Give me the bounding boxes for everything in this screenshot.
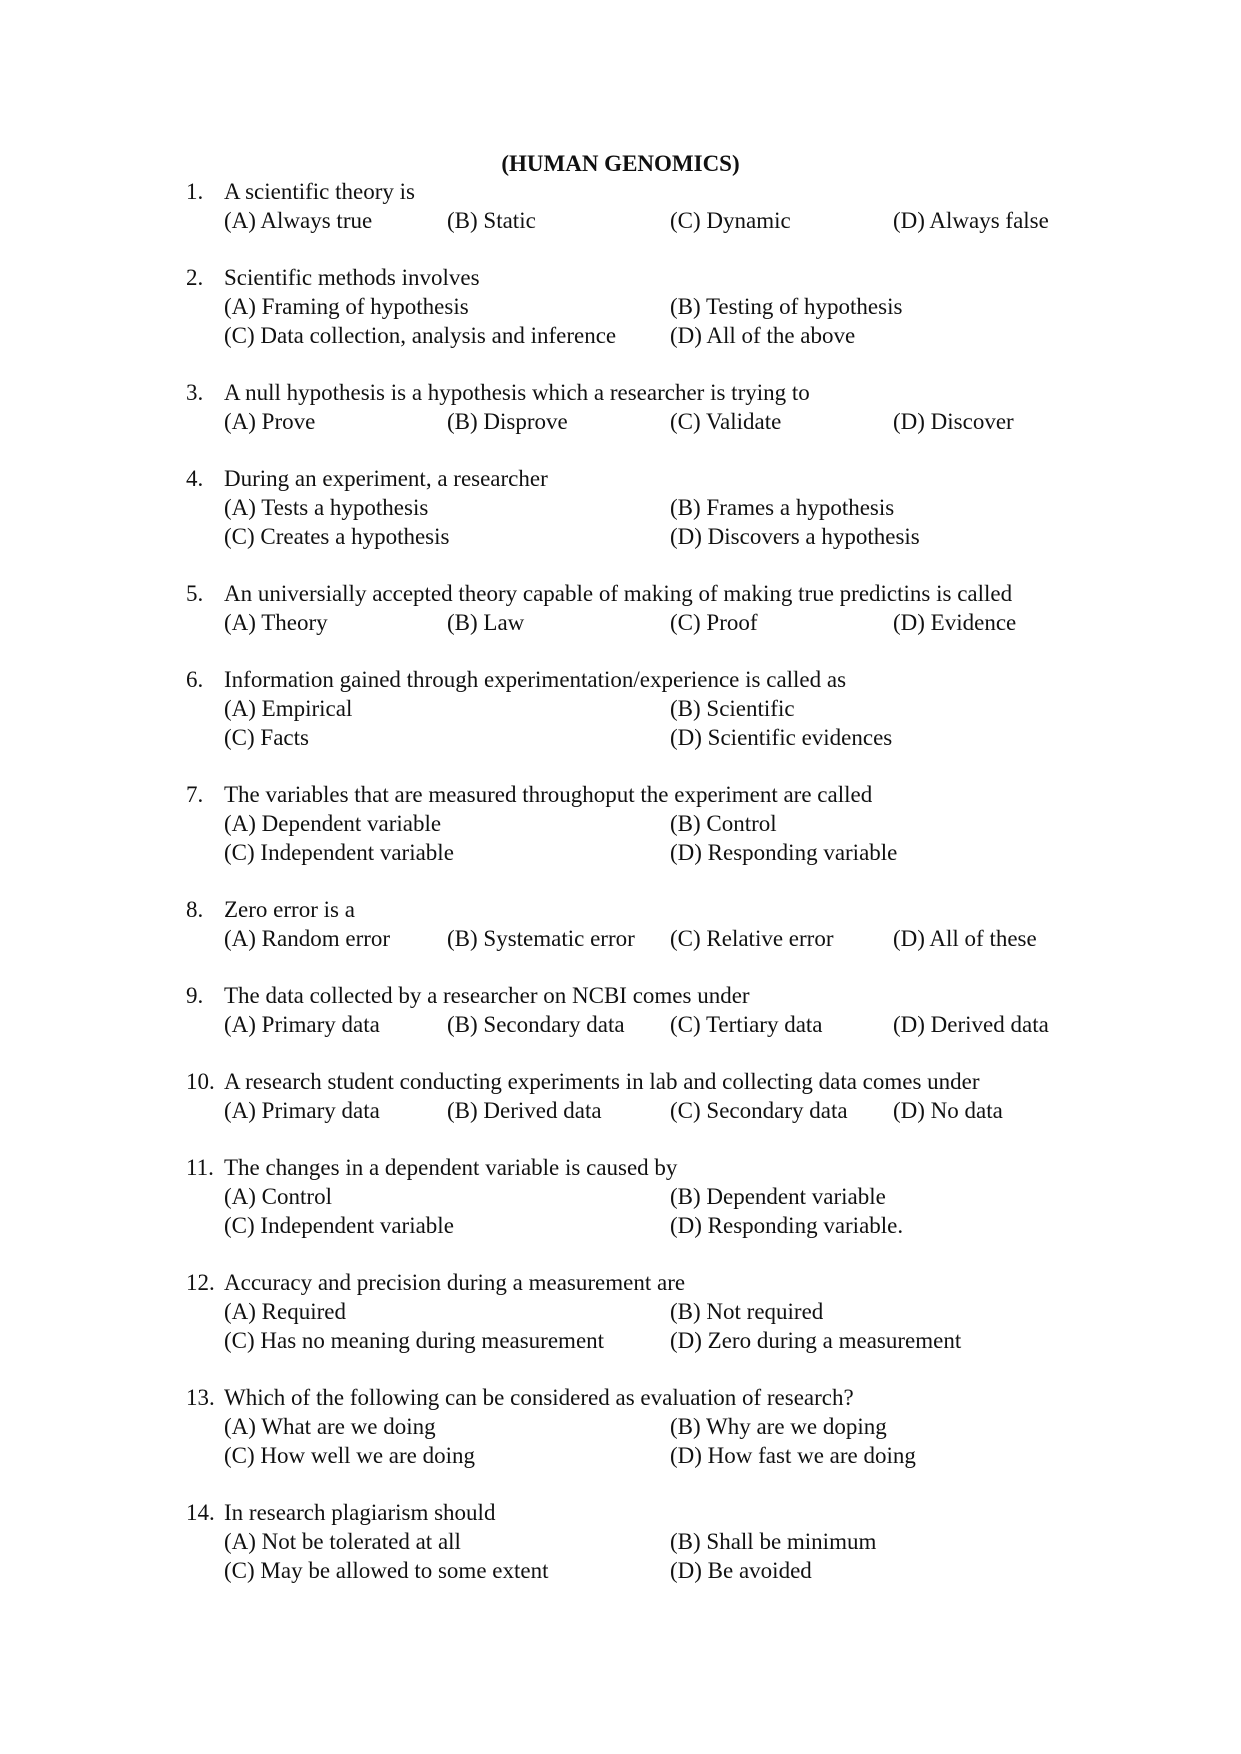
option-b: (B) Systematic error	[447, 926, 635, 951]
question-number: 12.	[186, 1270, 215, 1295]
option-c: (C) Tertiary data	[670, 1012, 823, 1037]
question-text: The variables that are measured throughoput the experiment are called	[224, 782, 873, 807]
option-c: (C) How well we are doing	[224, 1443, 476, 1468]
option-d: (D) Scientific evidences	[670, 725, 893, 750]
option-c: (C) Facts	[224, 725, 309, 750]
options-row	[0, 1096, 1241, 1125]
option-a: (A) Random error	[224, 926, 391, 951]
question-text: Accuracy and precision during a measurement are	[224, 1270, 686, 1295]
options-row	[0, 608, 1241, 637]
options-row	[0, 1326, 1241, 1355]
option-a: (A) Primary data	[224, 1098, 380, 1123]
page-title: (HUMAN GENOMICS)	[501, 151, 740, 176]
question-stem	[0, 579, 1241, 608]
option-d: (D) Derived data	[893, 1012, 1049, 1037]
option-c: (C) Data collection, analysis and inference	[224, 323, 617, 348]
question-number: 11.	[186, 1155, 214, 1180]
options-row	[0, 1556, 1241, 1585]
question-9	[0, 981, 1241, 1039]
question-12	[0, 1268, 1241, 1355]
option-a: (A) What are we doing	[224, 1414, 436, 1439]
option-d: (D) Discovers a hypothesis	[670, 524, 920, 549]
question-stem	[0, 895, 1241, 924]
option-a: (A) Primary data	[224, 1012, 380, 1037]
option-c: (C) Validate	[670, 409, 782, 434]
options-row	[0, 321, 1241, 350]
question-number: 9.	[186, 983, 204, 1008]
question-text: The data collected by a researcher on NCBI comes under	[224, 983, 750, 1008]
option-b: (B) Control	[670, 811, 777, 836]
option-d: (D) Discover	[893, 409, 1014, 434]
question-number: 13.	[186, 1385, 215, 1410]
options-row	[0, 522, 1241, 551]
options-row	[0, 1412, 1241, 1441]
options-row	[0, 723, 1241, 752]
question-number: 2.	[186, 265, 204, 290]
option-a: (A) Dependent variable	[224, 811, 442, 836]
option-c: (C) May be allowed to some extent	[224, 1558, 549, 1583]
option-d: (D) Responding variable.	[670, 1213, 904, 1238]
question-13	[0, 1383, 1241, 1470]
question-stem	[0, 1383, 1241, 1412]
question-text: Scientific methods involves	[224, 265, 480, 290]
option-c: (C) Secondary data	[670, 1098, 848, 1123]
option-d: (D) Always false	[893, 208, 1049, 233]
options-row	[0, 694, 1241, 723]
option-d: (D) Evidence	[893, 610, 1017, 635]
question-8	[0, 895, 1241, 953]
options-row	[0, 206, 1241, 235]
option-b: (B) Disprove	[447, 409, 568, 434]
option-d: (D) How fast we are doing	[670, 1443, 916, 1468]
question-stem	[0, 177, 1241, 206]
options-row	[0, 1297, 1241, 1326]
options-row	[0, 407, 1241, 436]
option-b: (B) Dependent variable	[670, 1184, 886, 1209]
option-c: (C) Has no meaning during measurement	[224, 1328, 605, 1353]
option-d: (D) Responding variable	[670, 840, 898, 865]
option-b: (B) Why are we doping	[670, 1414, 887, 1439]
question-number: 14.	[186, 1500, 215, 1525]
option-b: (B) Scientific	[670, 696, 795, 721]
options-row	[0, 1527, 1241, 1556]
question-text: A scientific theory is	[224, 179, 415, 204]
option-b: (B) Not required	[670, 1299, 824, 1324]
options-row	[0, 1182, 1241, 1211]
option-a: (A) Control	[224, 1184, 332, 1209]
question-stem	[0, 464, 1241, 493]
question-text: The changes in a dependent variable is caused by	[224, 1155, 678, 1180]
option-b: (B) Testing of hypothesis	[670, 294, 903, 319]
option-a: (A) Tests a hypothesis	[224, 495, 429, 520]
option-a: (A) Not be tolerated at all	[224, 1529, 461, 1554]
question-3	[0, 378, 1241, 436]
question-text: Information gained through experimentation/experience is called as	[224, 667, 847, 692]
question-stem	[0, 1153, 1241, 1182]
question-10	[0, 1067, 1241, 1125]
options-row	[0, 292, 1241, 321]
option-d: (D) All of these	[893, 926, 1037, 951]
option-a: (A) Framing of hypothesis	[224, 294, 469, 319]
question-stem	[0, 1268, 1241, 1297]
question-number: 1.	[186, 179, 204, 204]
question-number: 10.	[186, 1069, 215, 1094]
question-number: 6.	[186, 667, 204, 692]
question-6	[0, 665, 1241, 752]
option-b: (B) Static	[447, 208, 536, 233]
question-text: An universially accepted theory capable of making of making true predictins is called	[224, 581, 1013, 606]
option-a: (A) Theory	[224, 610, 328, 635]
question-number: 5.	[186, 581, 204, 606]
question-11	[0, 1153, 1241, 1240]
question-text: Which of the following can be considered as evaluation of research?	[224, 1385, 854, 1410]
option-c: (C) Proof	[670, 610, 758, 635]
option-c: (C) Creates a hypothesis	[224, 524, 450, 549]
question-text: During an experiment, a researcher	[224, 466, 548, 491]
question-stem	[0, 665, 1241, 694]
question-text: Zero error is a	[224, 897, 355, 922]
option-b: (B) Secondary data	[447, 1012, 625, 1037]
question-text: A research student conducting experiments in lab and collecting data comes under	[224, 1069, 980, 1094]
option-a: (A) Empirical	[224, 696, 353, 721]
question-1	[0, 177, 1241, 235]
question-14	[0, 1498, 1241, 1585]
option-c: (C) Independent variable	[224, 840, 454, 865]
question-stem	[0, 1067, 1241, 1096]
question-number: 8.	[186, 897, 204, 922]
option-b: (B) Law	[447, 610, 525, 635]
options-row	[0, 838, 1241, 867]
question-stem	[0, 981, 1241, 1010]
question-stem	[0, 780, 1241, 809]
question-text: In research plagiarism should	[224, 1500, 496, 1525]
question-list	[0, 177, 1241, 1613]
question-number: 3.	[186, 380, 204, 405]
option-c: (C) Dynamic	[670, 208, 791, 233]
option-d: (D) Zero during a measurement	[670, 1328, 962, 1353]
option-d: (D) All of the above	[670, 323, 856, 348]
options-row	[0, 1010, 1241, 1039]
options-row	[0, 924, 1241, 953]
question-2	[0, 263, 1241, 350]
option-b: (B) Derived data	[447, 1098, 602, 1123]
option-a: (A) Always true	[224, 208, 373, 233]
question-stem	[0, 1498, 1241, 1527]
question-number: 7.	[186, 782, 204, 807]
options-row	[0, 1441, 1241, 1470]
option-d: (D) No data	[893, 1098, 1003, 1123]
question-number: 4.	[186, 466, 204, 491]
question-stem	[0, 263, 1241, 292]
question-stem	[0, 378, 1241, 407]
options-row	[0, 493, 1241, 522]
question-4	[0, 464, 1241, 551]
option-d: (D) Be avoided	[670, 1558, 812, 1583]
options-row	[0, 809, 1241, 838]
option-b: (B) Frames a hypothesis	[670, 495, 895, 520]
option-b: (B) Shall be minimum	[670, 1529, 877, 1554]
options-row	[0, 1211, 1241, 1240]
option-c: (C) Independent variable	[224, 1213, 454, 1238]
option-a: (A) Required	[224, 1299, 346, 1324]
option-a: (A) Prove	[224, 409, 316, 434]
option-c: (C) Relative error	[670, 926, 834, 951]
question-text: A null hypothesis is a hypothesis which a researcher is trying to	[224, 380, 810, 405]
question-7	[0, 780, 1241, 867]
question-5	[0, 579, 1241, 637]
